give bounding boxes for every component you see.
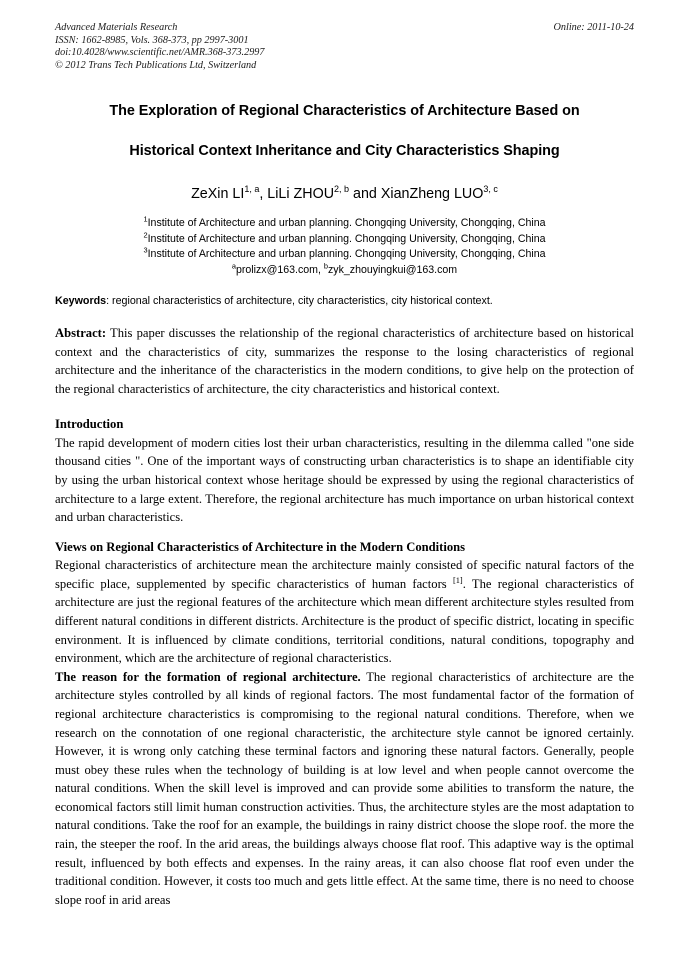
section-paragraph-introduction: The rapid development of modern cities lost their urban characteristics, resulting in the dilemma called "one side thousand cities ". One of the important ways of constructing urban characteristics is to shape an identifiable city by using the urban historical context whose heritage should be expressed by using the regional characteristics of architecture to a large extent. Therefore, the regional architecture has much importance on urban historical context and urban characteristics. xyxy=(55,435,634,525)
abstract-text: This paper discusses the relationship of the regional characteristics of architecture based on historical context and the characteristics of city, summarizes the response to the losing characteristics of regional architecture and the inheritance of the characteristics in the modern conditions, to give help on the protection of the regional characteristics of architecture, the city characteristics and historical context. xyxy=(55,326,634,396)
affiliation-1 xyxy=(55,216,634,231)
email-2-address[interactable]: zyk_zhouyingkui@163.com xyxy=(328,263,458,276)
reason-text: The regional characteristics of architecture are the architecture styles controlled by all kinds of regional factors. The most fundamental factor of the formation of regional architecture characteristics is compromising to the regional natural conditions. Therefore, when we research on the connotation of one regional characteristic, the architecture style cannot be ignored certainly. However, it is wrong only catching these terminal factors and ignoring these natural factors. Generally, people must obey these rules when the technology of building is at low level and when people cannot overcome the natural conditions. When the skill level is improved and can provide some abilities to transform the nature, the economical factors still limit human construction activities. Thus, the architecture styles are the most adaptation to natural conditions. Take the roof for an example, the buildings in rainy district choose the slope roof. the more the rain, the steeper the roof. In the arid areas, the buildings always choose flat roof. This adaptive way is the optimal result, influenced by both effects and expenses. In the rainy areas, it can also choose flat roof even under the traditional condition. However, it costs too much and gets little effect. At the same time, there is no need to choose slope roof in arid areas xyxy=(55,669,634,907)
keywords-line xyxy=(55,294,634,308)
page-title-line-2: Historical Context Inheritance and City Characteristics Shaping xyxy=(129,143,560,160)
author-2-name: LiLi ZHOU xyxy=(267,186,335,203)
keywords-label: Keywords xyxy=(55,295,107,307)
section-paragraph-views xyxy=(55,556,634,668)
affiliation-3 xyxy=(55,247,634,262)
views-text-part-2: . The regional characteristics of architecture are just the regional features of the architecture which mean different architecture styles resulted from different natural conditions in different districts. Architecture is the product of specific district, locating in specific environment. It is influenced by climate conditions, territorial conditions, natural conditions, topography and environment, which are the architecture of regional characteristics. xyxy=(55,576,634,666)
section-paragraph-reason xyxy=(55,668,634,910)
keywords-text: : regional characteristics of architecture, city characteristics, city historical context. xyxy=(106,295,493,307)
author-1-affiliation-marker: 1, a xyxy=(244,184,260,195)
affiliation-block xyxy=(55,216,634,262)
views-text-part-1: Regional characteristics of architecture mean the architecture mainly consisted of specific natural factors of the specific place, supplemented by specific characteristics of human factors xyxy=(55,558,634,591)
journal-header xyxy=(55,22,634,72)
citation-reference-1[interactable]: [1] xyxy=(452,575,463,585)
author-3-affiliation-marker: 3, c xyxy=(483,184,498,195)
author-3-name: XianZheng LUO xyxy=(380,186,484,203)
author-list xyxy=(55,186,634,202)
affiliation-3-marker: 3 xyxy=(143,245,148,255)
journal-doi-line: doi:10.4028/www.scientific.net/AMR.368-373.2997 xyxy=(55,47,265,59)
email-1-address[interactable]: prolizx@163.com, xyxy=(235,263,324,276)
affiliation-1-text: Institute of Architecture and urban planning. Chongqing University, Chongqing, China xyxy=(147,217,546,230)
author-2-affiliation-marker: 2, b xyxy=(334,184,350,195)
affiliation-2 xyxy=(55,232,634,247)
author-1-name: ZeXin LI xyxy=(191,186,245,203)
affiliation-2-text: Institute of Architecture and urban planning. Chongqing University, Chongqing, China xyxy=(147,232,546,245)
journal-issn-line: ISSN: 1662-8985, Vols. 368-373, pp 2997-3001 xyxy=(55,34,249,46)
abstract-label: Abstract: xyxy=(55,326,107,340)
email-2-marker: b xyxy=(323,261,328,271)
section-heading-views: Views on Regional Characteristics of Architecture in the Modern Conditions xyxy=(55,539,466,554)
page-title-line-1: The Exploration of Regional Characteristics of Architecture Based on xyxy=(109,103,580,120)
section-heading-introduction: Introduction xyxy=(55,417,124,432)
online-publication-date: Online: 2011-10-24 xyxy=(553,22,634,33)
affiliation-2-marker: 2 xyxy=(143,230,148,240)
abstract-paragraph xyxy=(55,324,634,398)
email-1-marker: a xyxy=(231,261,236,271)
author-separator-2: and xyxy=(349,186,381,203)
affiliation-3-text: Institute of Architecture and urban planning. Chongqing University, Chongqing, China xyxy=(147,248,546,261)
affiliation-1-marker: 1 xyxy=(143,214,148,224)
journal-copyright-line: © 2012 Trans Tech Publications Ltd, Switzerland xyxy=(55,59,257,71)
run-in-heading-reason: The reason for the formation of regional architecture. xyxy=(55,669,361,684)
journal-name: Advanced Materials Research xyxy=(55,22,178,33)
author-separator-1: , xyxy=(259,186,268,203)
author-emails xyxy=(55,263,634,278)
